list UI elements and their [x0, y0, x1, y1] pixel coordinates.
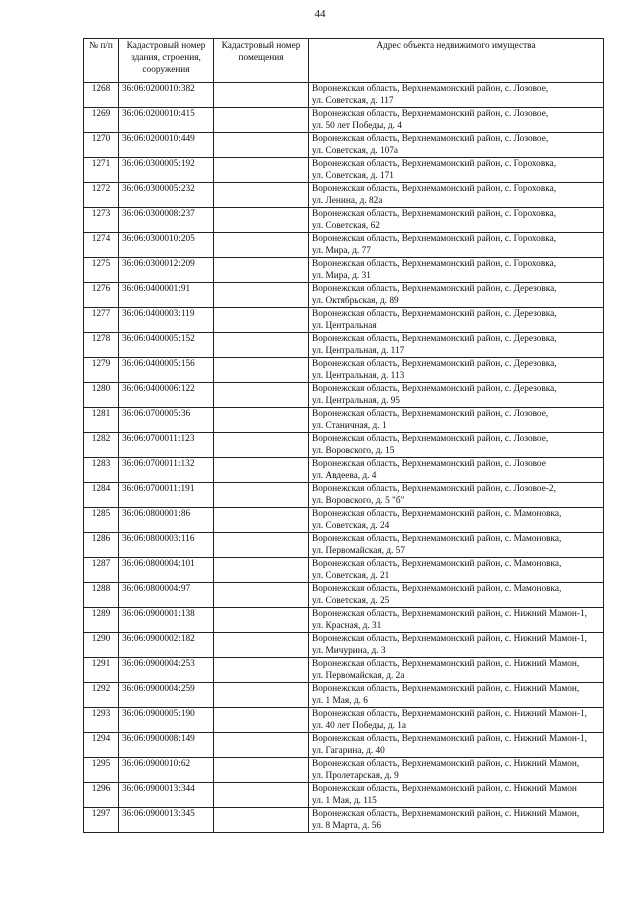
table-row — [84, 233, 604, 258]
property-address — [309, 283, 604, 308]
premises-cadastral-number — [214, 433, 309, 458]
table-row — [84, 83, 604, 108]
property-address — [309, 258, 604, 283]
table-row — [84, 408, 604, 433]
building-cadastral-number: 36:06:0400001:91 — [119, 283, 214, 308]
address-line-region: Воронежская область, Верхнемамонский район, с. Нижний Мамон — [312, 784, 577, 794]
address-line-street: ул. Советская, д. 117 — [312, 96, 394, 106]
property-address — [309, 633, 604, 658]
address-line-region: Воронежская область, Верхнемамонский район, с. Нижний Мамон-1, — [312, 734, 587, 744]
address-line-street: ул. Первомайская, д. 57 — [312, 546, 405, 556]
row-number: 1293 — [84, 708, 119, 733]
building-cadastral-number: 36:06:0300005:192 — [119, 158, 214, 183]
building-cadastral-number: 36:06:0200010:382 — [119, 83, 214, 108]
property-address — [309, 708, 604, 733]
table-row — [84, 458, 604, 483]
premises-cadastral-number — [214, 108, 309, 133]
property-address — [309, 208, 604, 233]
row-number: 1292 — [84, 683, 119, 708]
address-line-region: Воронежская область, Верхнемамонский район, с. Дерезовка, — [312, 284, 557, 294]
table-row — [84, 183, 604, 208]
row-number: 1275 — [84, 258, 119, 283]
property-address — [309, 483, 604, 508]
property-address — [309, 433, 604, 458]
premises-cadastral-number — [214, 133, 309, 158]
table-row — [84, 483, 604, 508]
row-number: 1290 — [84, 633, 119, 658]
address-line-region: Воронежская область, Верхнемамонский район, с. Лозовое — [312, 459, 546, 469]
address-line-street: ул. Советская, д. 21 — [312, 571, 390, 581]
page-number: 44 — [314, 8, 326, 20]
property-address — [309, 108, 604, 133]
building-cadastral-number: 36:06:0300008:237 — [119, 208, 214, 233]
table-row — [84, 558, 604, 583]
address-line-region: Воронежская область, Верхнемамонский район, с. Нижний Мамон, — [312, 659, 580, 669]
table-row — [84, 433, 604, 458]
address-line-street: ул. Центральная — [312, 321, 377, 331]
premises-cadastral-number — [214, 583, 309, 608]
address-line-street: ул. 1 Мая, д. 115 — [312, 796, 377, 806]
table-header-row — [84, 39, 604, 83]
row-number: 1281 — [84, 408, 119, 433]
address-line-street: ул. Октябрьская, д. 89 — [312, 296, 399, 306]
row-number: 1283 — [84, 458, 119, 483]
property-address — [309, 358, 604, 383]
premises-cadastral-number — [214, 258, 309, 283]
row-number: 1280 — [84, 383, 119, 408]
property-address — [309, 683, 604, 708]
row-number: 1284 — [84, 483, 119, 508]
property-address — [309, 383, 604, 408]
property-address — [309, 508, 604, 533]
header-num: № п/п — [84, 39, 119, 83]
address-line-region: Воронежская область, Верхнемамонский район, с. Лозовое, — [312, 409, 549, 419]
row-number: 1294 — [84, 733, 119, 758]
address-line-region: Воронежская область, Верхнемамонский район, с. Нижний Мамон-1, — [312, 634, 587, 644]
premises-cadastral-number — [214, 483, 309, 508]
address-line-region: Воронежская область, Верхнемамонский район, с. Мамоновка, — [312, 509, 562, 519]
table-row — [84, 708, 604, 733]
address-line-region: Воронежская область, Верхнемамонский район, с. Лозовое, — [312, 134, 549, 144]
row-number: 1268 — [84, 83, 119, 108]
building-cadastral-number: 36:06:0300010:205 — [119, 233, 214, 258]
property-address — [309, 133, 604, 158]
table-row — [84, 108, 604, 133]
building-cadastral-number: 36:06:0700011:132 — [119, 458, 214, 483]
address-line-region: Воронежская область, Верхнемамонский район, с. Лозовое-2, — [312, 484, 556, 494]
row-number: 1272 — [84, 183, 119, 208]
building-cadastral-number: 36:06:0800004:97 — [119, 583, 214, 608]
premises-cadastral-number — [214, 608, 309, 633]
table-row — [84, 508, 604, 533]
address-line-street: ул. Советская, 62 — [312, 221, 380, 231]
premises-cadastral-number — [214, 658, 309, 683]
table-row — [84, 308, 604, 333]
premises-cadastral-number — [214, 408, 309, 433]
address-line-street: ул. Мира, д. 77 — [312, 246, 371, 256]
row-number: 1291 — [84, 658, 119, 683]
address-line-region: Воронежская область, Верхнемамонский район, с. Дерезовка, — [312, 384, 557, 394]
premises-cadastral-number — [214, 83, 309, 108]
building-cadastral-number: 36:06:0300012:209 — [119, 258, 214, 283]
table-row — [84, 133, 604, 158]
property-address — [309, 608, 604, 633]
table-row — [84, 333, 604, 358]
building-cadastral-number: 36:06:0900005:190 — [119, 708, 214, 733]
building-cadastral-number: 36:06:0900008:149 — [119, 733, 214, 758]
building-cadastral-number: 36:06:0400005:152 — [119, 333, 214, 358]
property-address — [309, 308, 604, 333]
premises-cadastral-number — [214, 333, 309, 358]
row-number: 1279 — [84, 358, 119, 383]
address-line-street: ул. Центральная, д. 113 — [312, 371, 405, 381]
row-number: 1269 — [84, 108, 119, 133]
address-line-region: Воронежская область, Верхнемамонский район, с. Лозовое, — [312, 434, 549, 444]
premises-cadastral-number — [214, 358, 309, 383]
table-row — [84, 683, 604, 708]
building-cadastral-number: 36:06:0900004:253 — [119, 658, 214, 683]
property-registry-table — [83, 38, 604, 833]
table-row — [84, 583, 604, 608]
row-number: 1287 — [84, 558, 119, 583]
property-address — [309, 233, 604, 258]
address-line-street: ул. Первомайская, д. 2а — [312, 671, 405, 681]
premises-cadastral-number — [214, 458, 309, 483]
building-cadastral-number: 36:06:0900010:62 — [119, 758, 214, 783]
row-number: 1288 — [84, 583, 119, 608]
row-number: 1271 — [84, 158, 119, 183]
address-line-region: Воронежская область, Верхнемамонский район, с. Мамоновка, — [312, 534, 562, 544]
address-line-region: Воронежская область, Верхнемамонский район, с. Гороховка, — [312, 259, 557, 269]
property-address — [309, 758, 604, 783]
building-cadastral-number: 36:06:0800001:86 — [119, 508, 214, 533]
property-address — [309, 183, 604, 208]
premises-cadastral-number — [214, 183, 309, 208]
address-line-street: ул. Красная, д. 31 — [312, 621, 382, 631]
address-line-street: ул. 1 Мая, д. 6 — [312, 696, 368, 706]
premises-cadastral-number — [214, 783, 309, 808]
building-cadastral-number: 36:06:0800004:101 — [119, 558, 214, 583]
building-cadastral-number: 36:06:0700005:36 — [119, 408, 214, 433]
table-row — [84, 658, 604, 683]
table-row — [84, 783, 604, 808]
building-cadastral-number: 36:06:0900013:344 — [119, 783, 214, 808]
premises-cadastral-number — [214, 233, 309, 258]
table-row — [84, 533, 604, 558]
address-line-region: Воронежская область, Верхнемамонский район, с. Гороховка, — [312, 159, 557, 169]
premises-cadastral-number — [214, 683, 309, 708]
building-cadastral-number: 36:06:0800003:116 — [119, 533, 214, 558]
address-line-region: Воронежская область, Верхнемамонский район, с. Нижний Мамон, — [312, 684, 580, 694]
table-row — [84, 383, 604, 408]
property-address — [309, 83, 604, 108]
premises-cadastral-number — [214, 808, 309, 833]
address-line-region: Воронежская область, Верхнемамонский район, с. Нижний Мамон, — [312, 759, 580, 769]
address-line-street: ул. 8 Марта, д. 56 — [312, 821, 382, 831]
building-cadastral-number: 36:06:0700011:191 — [119, 483, 214, 508]
premises-cadastral-number — [214, 558, 309, 583]
premises-cadastral-number — [214, 508, 309, 533]
building-cadastral-number: 36:06:0900004:259 — [119, 683, 214, 708]
building-cadastral-number: 36:06:0700011:123 — [119, 433, 214, 458]
row-number: 1270 — [84, 133, 119, 158]
row-number: 1274 — [84, 233, 119, 258]
header-premises-cadastral: Кадастровый номер помещения — [214, 39, 309, 83]
row-number: 1297 — [84, 808, 119, 833]
address-line-street: ул. Воровского, д. 15 — [312, 446, 395, 456]
address-line-region: Воронежская область, Верхнемамонский район, с. Нижний Мамон-1, — [312, 709, 587, 719]
table-row — [84, 608, 604, 633]
premises-cadastral-number — [214, 733, 309, 758]
building-cadastral-number: 36:06:0300005:232 — [119, 183, 214, 208]
address-line-region: Воронежская область, Верхнемамонский район, с. Лозовое, — [312, 84, 549, 94]
row-number: 1289 — [84, 608, 119, 633]
address-line-street: ул. Мира, д. 31 — [312, 271, 371, 281]
address-line-region: Воронежская область, Верхнемамонский район, с. Гороховка, — [312, 209, 557, 219]
address-line-street: ул. Авдеева, д. 4 — [312, 471, 377, 481]
header-building-cadastral: Кадастровый номер здания, строения, сооружения — [119, 39, 214, 83]
property-address — [309, 458, 604, 483]
address-line-region: Воронежская область, Верхнемамонский район, с. Дерезовка, — [312, 334, 557, 344]
property-address — [309, 783, 604, 808]
address-line-street: ул. Пролетарская, д. 9 — [312, 771, 399, 781]
address-line-region: Воронежская область, Верхнемамонский район, с. Гороховка, — [312, 184, 557, 194]
address-line-street: ул. Ленина, д. 82а — [312, 196, 383, 206]
address-line-street: ул. Воровского, д. 5 "б" — [312, 496, 405, 506]
address-line-region: Воронежская область, Верхнемамонский район, с. Дерезовка, — [312, 309, 557, 319]
premises-cadastral-number — [214, 633, 309, 658]
property-address — [309, 533, 604, 558]
address-line-region: Воронежская область, Верхнемамонский район, с. Мамоновка, — [312, 559, 562, 569]
address-line-street: ул. Гагарина, д. 40 — [312, 746, 385, 756]
address-line-street: ул. Советская, д. 107а — [312, 146, 399, 156]
table-row — [84, 158, 604, 183]
address-line-street: ул. Станичная, д. 1 — [312, 421, 387, 431]
address-line-region: Воронежская область, Верхнемамонский район, с. Мамоновка, — [312, 584, 562, 594]
row-number: 1286 — [84, 533, 119, 558]
building-cadastral-number: 36:06:0400003:119 — [119, 308, 214, 333]
premises-cadastral-number — [214, 383, 309, 408]
address-line-region: Воронежская область, Верхнемамонский район, с. Дерезовка, — [312, 359, 557, 369]
table-body — [84, 83, 604, 833]
address-line-street: ул. 40 лет Победы, д. 1а — [312, 721, 407, 731]
address-line-street: ул. Мичурина, д. 3 — [312, 646, 386, 656]
row-number: 1282 — [84, 433, 119, 458]
row-number: 1285 — [84, 508, 119, 533]
property-address — [309, 158, 604, 183]
address-line-region: Воронежская область, Верхнемамонский район, с. Нижний Мамон-1, — [312, 609, 587, 619]
premises-cadastral-number — [214, 283, 309, 308]
table-row — [84, 258, 604, 283]
property-address — [309, 333, 604, 358]
building-cadastral-number: 36:06:0200010:415 — [119, 108, 214, 133]
property-address — [309, 658, 604, 683]
building-cadastral-number: 36:06:0900013:345 — [119, 808, 214, 833]
address-line-region: Воронежская область, Верхнемамонский район, с. Гороховка, — [312, 234, 557, 244]
table-row — [84, 633, 604, 658]
table-row — [84, 733, 604, 758]
address-line-street: ул. Центральная, д. 95 — [312, 396, 400, 406]
table-row — [84, 358, 604, 383]
building-cadastral-number: 36:06:0900001:138 — [119, 608, 214, 633]
row-number: 1277 — [84, 308, 119, 333]
address-line-street: ул. Советская, д. 25 — [312, 596, 390, 606]
table-row — [84, 208, 604, 233]
table-row — [84, 758, 604, 783]
premises-cadastral-number — [214, 158, 309, 183]
header-address: Адрес объекта недвижимого имущества — [309, 39, 604, 83]
premises-cadastral-number — [214, 533, 309, 558]
premises-cadastral-number — [214, 308, 309, 333]
premises-cadastral-number — [214, 208, 309, 233]
property-address — [309, 558, 604, 583]
row-number: 1273 — [84, 208, 119, 233]
row-number: 1295 — [84, 758, 119, 783]
table-row — [84, 283, 604, 308]
building-cadastral-number: 36:06:0900002:182 — [119, 633, 214, 658]
address-line-street: ул. Советская, д. 24 — [312, 521, 390, 531]
property-address — [309, 583, 604, 608]
address-line-region: Воронежская область, Верхнемамонский район, с. Нижний Мамон, — [312, 809, 580, 819]
address-line-street: ул. Советская, д. 171 — [312, 171, 394, 181]
row-number: 1296 — [84, 783, 119, 808]
address-line-street: ул. 50 лет Победы, д. 4 — [312, 121, 402, 131]
building-cadastral-number: 36:06:0400005:156 — [119, 358, 214, 383]
premises-cadastral-number — [214, 708, 309, 733]
premises-cadastral-number — [214, 758, 309, 783]
property-address — [309, 733, 604, 758]
building-cadastral-number: 36:06:0200010:449 — [119, 133, 214, 158]
property-address — [309, 408, 604, 433]
address-line-region: Воронежская область, Верхнемамонский район, с. Лозовое, — [312, 109, 549, 119]
property-address — [309, 808, 604, 833]
table-row — [84, 808, 604, 833]
row-number: 1278 — [84, 333, 119, 358]
building-cadastral-number: 36:06:0400006:122 — [119, 383, 214, 408]
row-number: 1276 — [84, 283, 119, 308]
address-line-street: ул. Центральная, д. 117 — [312, 346, 405, 356]
